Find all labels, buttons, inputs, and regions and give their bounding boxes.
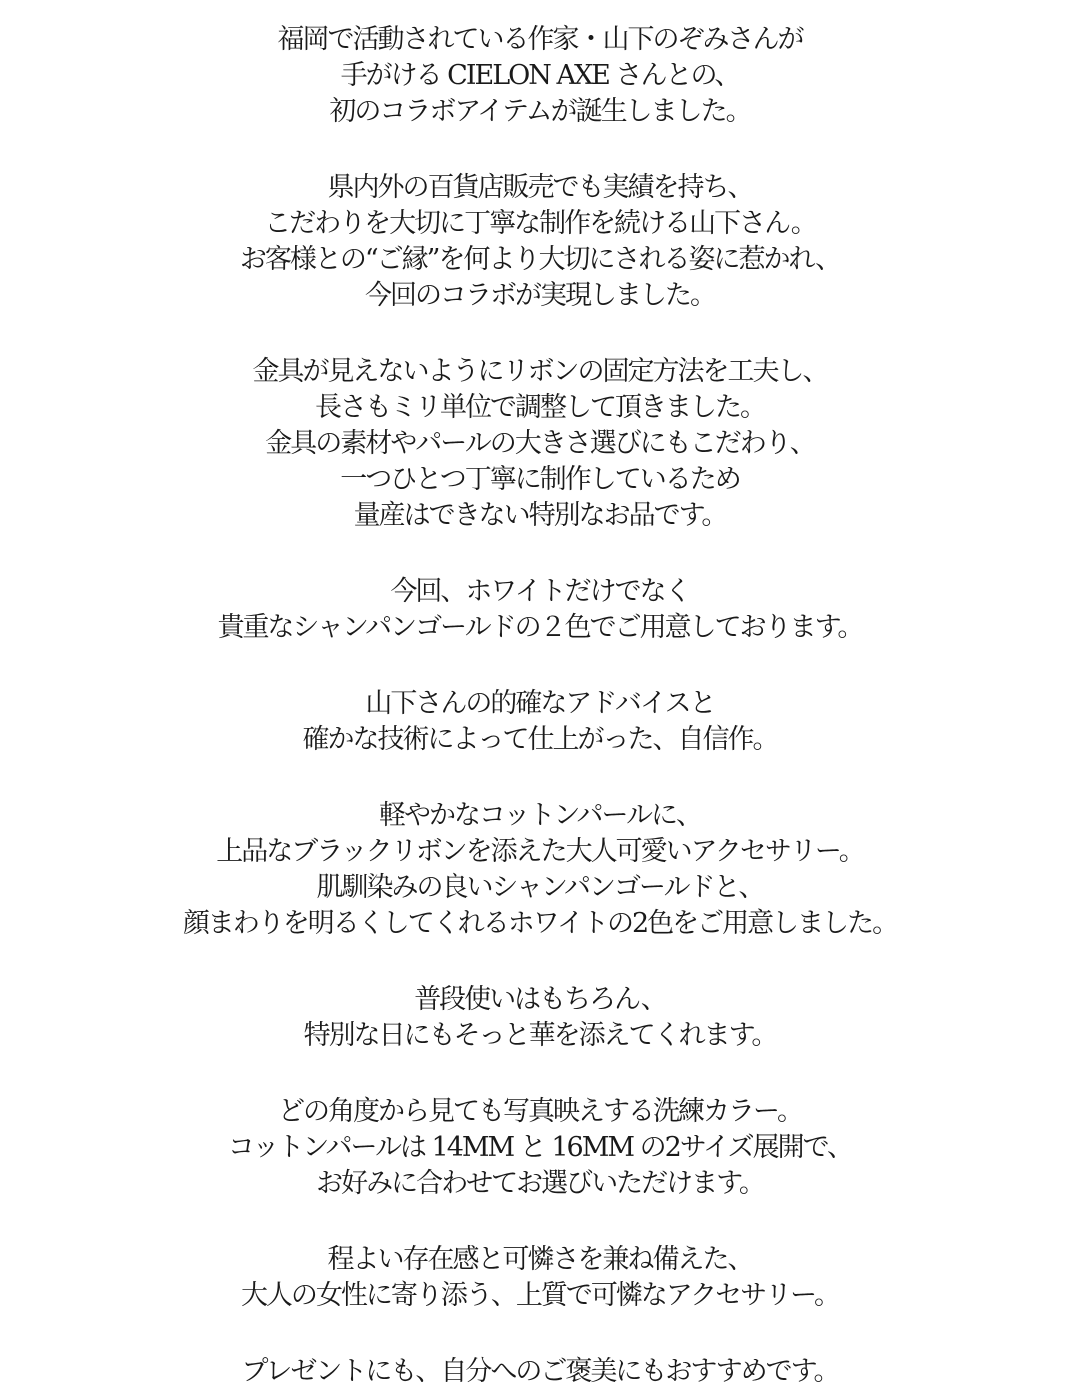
text-line: 金具が見えないようにリボンの固定方法を工夫し、 xyxy=(252,356,828,387)
text-line: 顔まわりを明るくしてくれるホワイトの2色をご用意しました。 xyxy=(182,908,898,939)
paragraph-summary xyxy=(0,1242,1080,1314)
text-line: 手がける CIELON AXE さんとの、 xyxy=(340,60,740,91)
text-line: 県内外の百貨店販売でも実績を持ち、 xyxy=(327,172,753,203)
text-line: 普段使いはもちろん、 xyxy=(414,984,666,1015)
paragraph-advice xyxy=(0,686,1080,758)
text-line: 軽やかなコットンパールに、 xyxy=(378,800,702,831)
text-line: コットンパールは 14MM と 16MM の2サイズ展開で、 xyxy=(227,1132,853,1163)
product-description xyxy=(0,22,1080,1390)
paragraph-craft xyxy=(0,354,1080,534)
paragraph-sizes xyxy=(0,1094,1080,1202)
text-line: 長さもミリ単位で調整して頂きました。 xyxy=(315,392,765,423)
text-line: 一つひとつ丁寧に制作しているため xyxy=(340,464,740,495)
paragraph-artist xyxy=(0,170,1080,314)
text-line: プレゼントにも、自分へのご褒美にもおすすめです。 xyxy=(241,1356,839,1387)
text-line: 確かな技術によって仕上がった、自信作。 xyxy=(302,724,778,755)
paragraph-colors xyxy=(0,574,1080,646)
paragraph-gift xyxy=(0,1354,1080,1390)
text-line: 金具の素材やパールの大きさ選びにもこだわり、 xyxy=(265,428,815,459)
text-line: 特別な日にもそっと華を添えてくれます。 xyxy=(303,1020,777,1051)
paragraph-occasions xyxy=(0,982,1080,1054)
paragraph-design xyxy=(0,798,1080,942)
text-line: 山下さんの的確なアドバイスと xyxy=(365,688,715,719)
paragraph-intro xyxy=(0,22,1080,130)
text-line: 貴重なシャンパンゴールドの２色でご用意しております。 xyxy=(217,612,863,643)
text-line: 量産はできない特別なお品です。 xyxy=(353,500,727,531)
text-line: 初のコラボアイテムが誕生しました。 xyxy=(329,96,751,127)
text-line: どの角度から見ても写真映えする洗練カラー。 xyxy=(278,1096,802,1127)
text-line: お好みに合わせてお選びいただけます。 xyxy=(316,1168,764,1199)
text-line: 福岡で活動されている作家・山下のぞみさんが xyxy=(277,24,803,55)
text-line: 大人の女性に寄り添う、上質で可憐なアクセサリー。 xyxy=(240,1280,840,1311)
text-line: お客様との“ご縁”を何より大切にされる姿に惹かれ、 xyxy=(239,244,841,275)
text-line: こだわりを大切に丁寧な制作を続ける山下さん。 xyxy=(264,208,816,239)
text-line: 程よい存在感と可憐さを兼ね備えた、 xyxy=(327,1244,753,1275)
text-line: 上品なブラックリボンを添えた大人可愛いアクセサリー。 xyxy=(216,836,864,867)
text-line: 今回、ホワイトだけでなく xyxy=(390,576,690,607)
text-line: 今回のコラボが実現しました。 xyxy=(365,280,715,311)
text-line: 肌馴染みの良いシャンパンゴールドと、 xyxy=(316,872,764,903)
